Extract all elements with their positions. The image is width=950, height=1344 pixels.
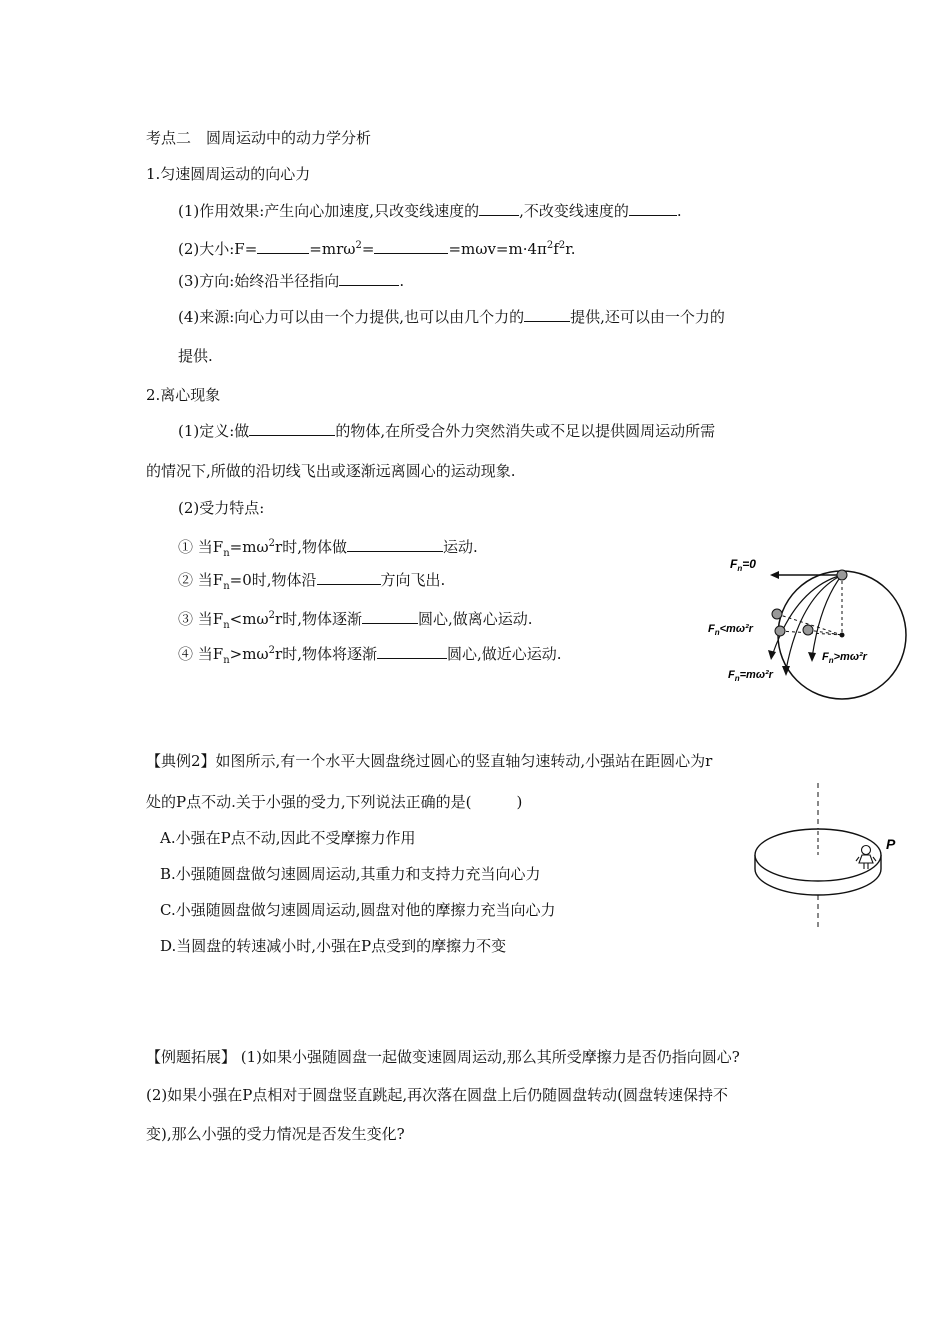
fill-blank[interactable]	[339, 271, 399, 286]
text: >mω	[229, 645, 269, 663]
disk-diagram	[748, 783, 908, 931]
item1-title: 1.匀速圆周运动的向心力	[146, 165, 311, 183]
text: 提供,还可以由一个力的	[570, 308, 725, 326]
text: ③ 当F	[178, 610, 224, 628]
item1-source-cont: 提供.	[178, 347, 213, 365]
fill-blank[interactable]	[249, 421, 335, 436]
text: ④ 当F	[178, 645, 224, 663]
text: r时,物体逐渐	[275, 610, 362, 628]
option-b[interactable]: B.小强随圆盘做匀速圆周运动,其重力和支持力充当向心力	[160, 865, 541, 883]
text: =mrω	[309, 240, 356, 258]
subscript: n	[223, 548, 230, 559]
item1-source	[178, 307, 725, 327]
fill-blank[interactable]	[362, 609, 418, 624]
label-fn-equal: $F_n=m\omega^2r$	[728, 669, 773, 683]
item2-definition	[178, 421, 715, 441]
subscript: n	[223, 581, 230, 592]
label-fn-greater: $F_n>m\omega^2r$	[822, 651, 867, 665]
ball	[772, 609, 782, 619]
extension-line3: 变),那么小强的受力情况是否发生变化?	[146, 1125, 405, 1143]
text: 的物体,在所受合外力突然消失或不足以提供圆周运动所需	[335, 422, 716, 440]
label-fn-less: $F_n<m\omega^2r$	[708, 623, 753, 637]
text: r时,物体做	[275, 538, 347, 556]
item2-definition-cont: 的情况下,所做的沿切线飞出或逐渐远离圆心的运动现象.	[146, 462, 516, 480]
text: (3)方向:始终沿半径指向	[178, 272, 340, 290]
item1-magnitude	[178, 236, 576, 259]
subscript: n	[223, 655, 230, 666]
text: (2)大小:F=	[178, 240, 258, 258]
fill-blank[interactable]	[374, 239, 448, 254]
fill-blank[interactable]	[317, 570, 381, 585]
superscript: 2	[355, 240, 362, 251]
superscript: 2	[546, 240, 554, 251]
item1-direction	[178, 271, 404, 291]
case-3	[178, 606, 533, 636]
text: ,不改变线速度的	[519, 202, 629, 220]
text: .	[399, 272, 405, 290]
fill-blank[interactable]	[377, 644, 447, 659]
text: 运动.	[443, 538, 478, 556]
text: ② 当F	[178, 571, 224, 589]
fill-blank[interactable]	[257, 239, 309, 254]
text: 圆心,做近心运动.	[447, 645, 562, 663]
text: f	[553, 240, 559, 258]
ball	[803, 625, 813, 635]
arrow-head	[770, 571, 779, 579]
fill-blank[interactable]	[347, 537, 443, 552]
centrifugal-path	[772, 575, 842, 656]
text: (1)定义:做	[178, 422, 250, 440]
text: (1)作用效果:产生向心加速度,只改变线速度的	[178, 202, 480, 220]
fill-blank[interactable]	[479, 201, 519, 216]
option-d[interactable]: D.当圆盘的转速减小时,小强在P点受到的摩擦力不变	[160, 937, 507, 955]
text: 方向飞出.	[380, 571, 446, 589]
text: <mω	[229, 610, 269, 628]
superscript: 2	[268, 645, 276, 656]
centrifugal-diagram	[700, 548, 915, 703]
item1-effect	[178, 201, 682, 221]
fill-blank[interactable]	[524, 307, 570, 322]
text: =	[361, 240, 375, 258]
superscript: 2	[558, 240, 566, 251]
case-1	[178, 534, 478, 564]
point-p-label: P	[886, 836, 896, 852]
item2-force: (2)受力特点:	[178, 499, 265, 517]
text: .	[676, 202, 682, 220]
text: r.	[565, 240, 576, 258]
extension-line2: (2)如果小强在P点相对于圆盘竖直跳起,再次落在圆盘上后仍随圆盘转动(圆盘转速保持不	[146, 1086, 728, 1104]
item2-title: 2.离心现象	[146, 386, 221, 404]
superscript: 2	[268, 610, 276, 621]
extension-line1: 【例题拓展】 (1)如果小强随圆盘一起做变速圆周运动,那么其所受摩擦力是否仍指向圆心?	[146, 1048, 740, 1066]
text: 圆心,做离心运动.	[418, 610, 533, 628]
fill-blank[interactable]	[629, 201, 677, 216]
example2-line2: 处的P点不动.关于小强的受力,下列说法正确的是( )	[146, 793, 523, 811]
section-heading: 考点二 圆周运动中的动力学分析	[146, 129, 372, 147]
case-2	[178, 570, 445, 597]
superscript: 2	[268, 538, 276, 549]
case-4	[178, 641, 562, 671]
arrow-head	[768, 650, 776, 660]
ball	[837, 570, 847, 580]
text: r时,物体将逐渐	[275, 645, 377, 663]
text: ① 当F	[178, 538, 224, 556]
subscript: n	[223, 620, 230, 631]
center-point	[840, 633, 845, 638]
label-fn-zero: $F_n=0$	[730, 557, 756, 573]
option-a[interactable]: A.小强在P点不动,因此不受摩擦力作用	[160, 829, 416, 847]
option-c[interactable]: C.小强随圆盘做匀速圆周运动,圆盘对他的摩擦力充当向心力	[160, 901, 556, 919]
text: =mω	[229, 538, 269, 556]
arrow-head	[808, 652, 816, 662]
ball	[775, 626, 785, 636]
text: =0时,物体沿	[229, 571, 317, 589]
text: =mωv=m·4π	[448, 240, 547, 258]
example2-line1: 【典例2】如图所示,有一个水平大圆盘绕过圆心的竖直轴匀速转动,小强站在距圆心为r	[146, 752, 713, 770]
text: (4)来源:向心力可以由一个力提供,也可以由几个力的	[178, 308, 525, 326]
